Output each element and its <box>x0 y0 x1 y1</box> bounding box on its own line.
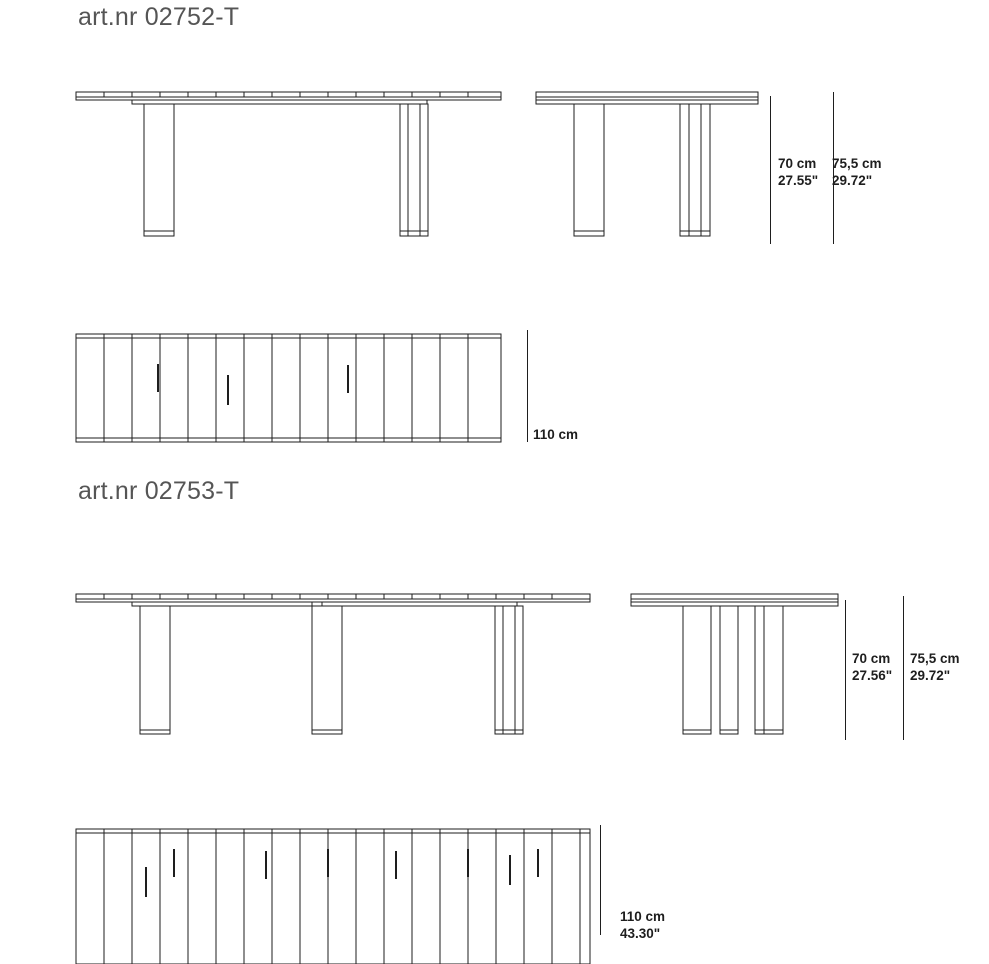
dim-line-depth-02753 <box>600 825 601 935</box>
dim-height-cm-02752: 70 cm <box>778 156 817 171</box>
side-elevation-02753 <box>625 588 850 738</box>
dim-overall-height-cm-02752: 75,5 cm <box>832 156 882 171</box>
dim-line-overall-height-02753 <box>903 596 904 740</box>
dim-height-cm-02753: 70 cm <box>852 651 891 666</box>
front-elevation-02752 <box>70 85 510 250</box>
dim-depth-02753 <box>620 908 665 942</box>
dim-overall-height-cm-02753: 75,5 cm <box>910 651 960 666</box>
dim-depth-cm-02753: 110 cm <box>620 909 666 924</box>
dim-overall-height-02753 <box>910 650 960 684</box>
dim-depth-cm-02752: 110 cm <box>533 427 579 442</box>
drawing-title-02752: art.nr 02752-T <box>78 3 240 31</box>
dim-overall-height-in-02752: 29.72" <box>832 173 873 188</box>
front-elevation-02753 <box>70 588 600 738</box>
dim-line-depth-02752 <box>527 330 528 442</box>
top-view-02752 <box>70 330 510 445</box>
dim-overall-height-02752 <box>832 155 882 189</box>
dim-line-height-02752 <box>770 96 771 244</box>
dim-height-02753 <box>852 650 892 684</box>
dim-depth-in-02753: 43.30" <box>620 926 661 941</box>
dim-height-in-02752: 27.55" <box>778 173 819 188</box>
dim-overall-height-in-02753: 29.72" <box>910 668 951 683</box>
top-view-02753 <box>70 825 600 964</box>
drawing-title-02753: art.nr 02753-T <box>78 477 240 505</box>
dim-height-02752 <box>778 155 818 189</box>
dim-height-in-02753: 27.56" <box>852 668 893 683</box>
dim-line-height-02753 <box>845 600 846 740</box>
dim-depth-02752 <box>533 426 578 443</box>
side-elevation-02752 <box>530 85 770 250</box>
